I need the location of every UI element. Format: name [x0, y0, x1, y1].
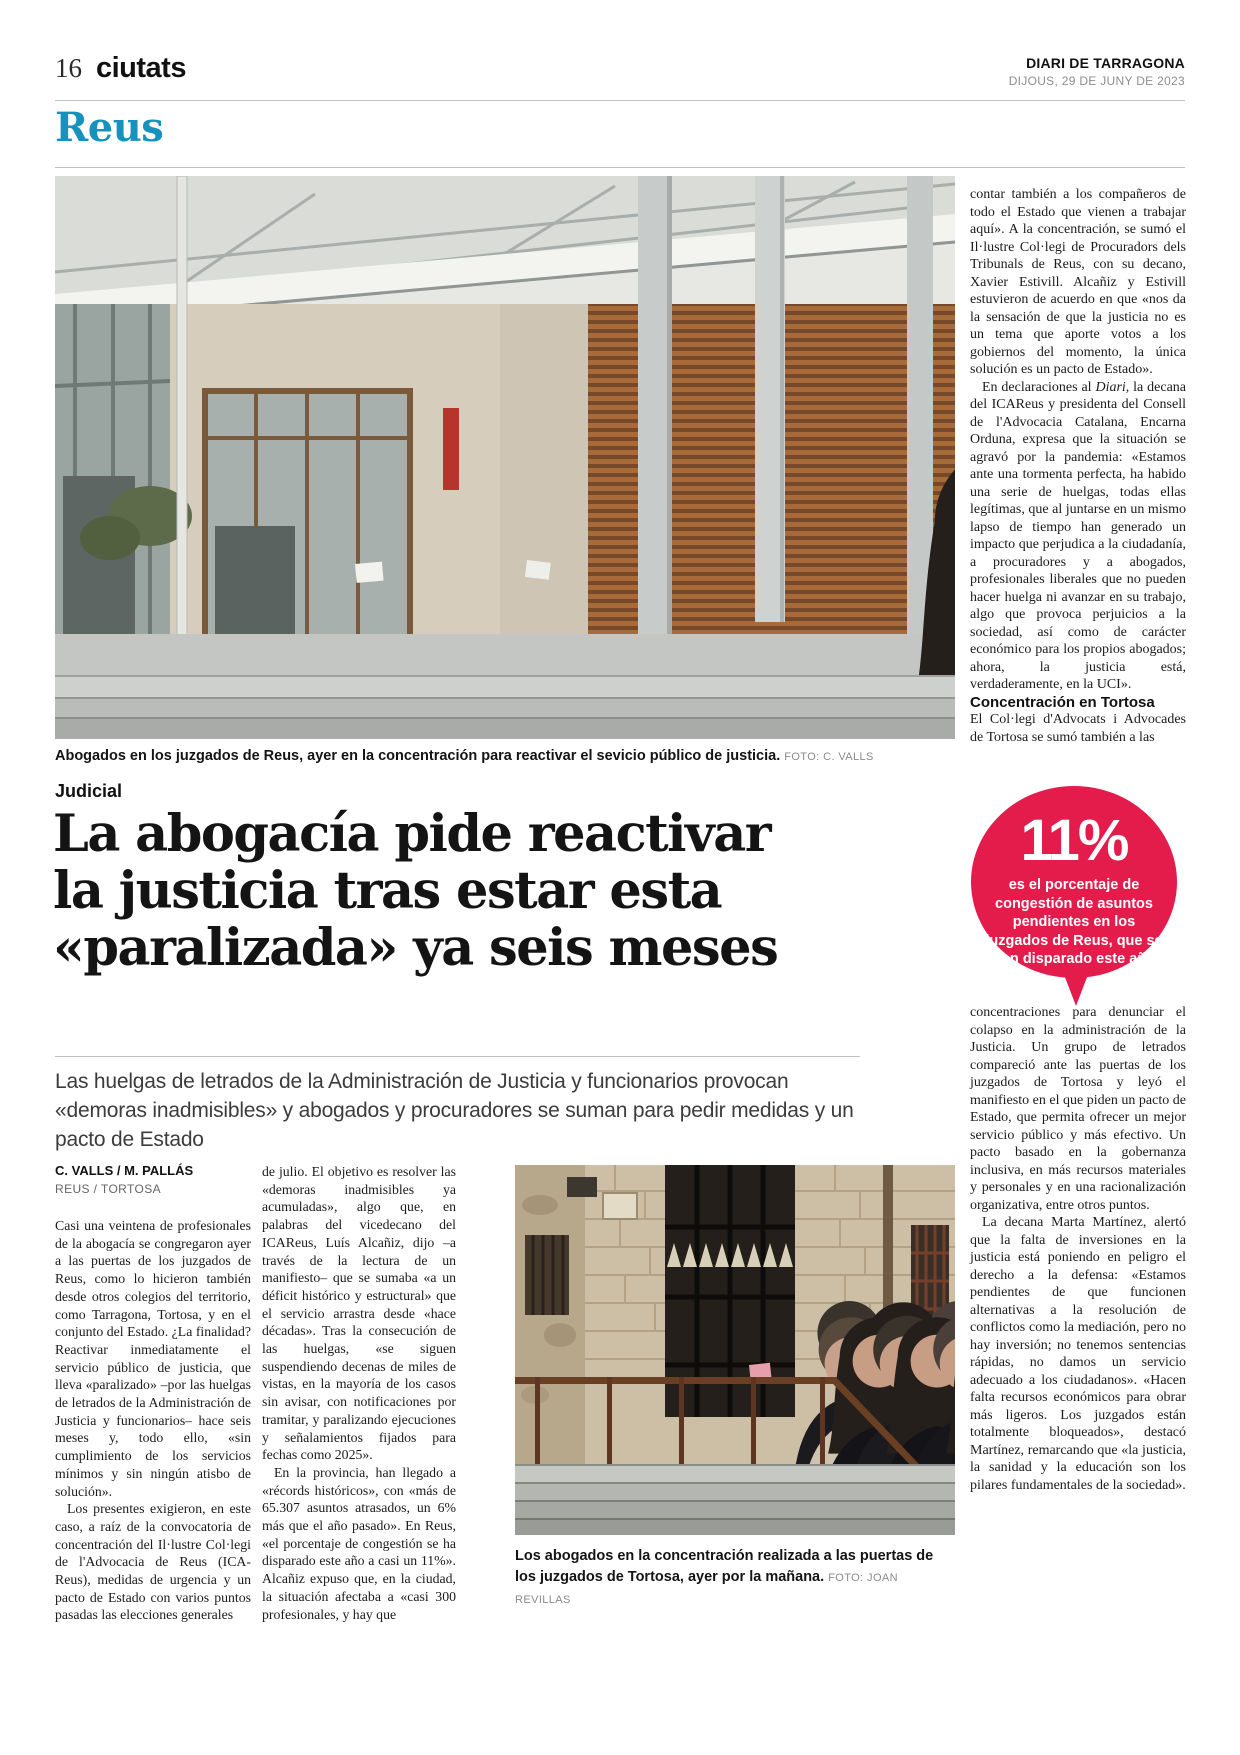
kicker: Judicial — [55, 781, 123, 801]
byline-block — [55, 1163, 193, 1196]
right-column — [970, 186, 1186, 1494]
header-rule — [55, 100, 1185, 101]
headline — [53, 806, 883, 977]
tortosa-photo-illustration — [515, 1165, 955, 1535]
photo2-credit: FOTO: JOAN REVILLAS — [515, 1572, 898, 1606]
body-paragraph: En la provincia, han llegado a «récords históricos», con «más de 65.307 asuntos atrasados, un 6% más que el año pasado». En Reus, «el porcentaje de congestión se ha disparado este año a casi un 11%». Alcañiz expuso que, en la ciudad, la situación afectaba a «casi 300 profesionales, y hay que — [262, 1464, 456, 1622]
photo2-caption-text: Los abogados en la concentración realizada a las puertas de los juzgados de Tortosa, ayer por la mañana. — [515, 1548, 934, 1585]
stat-badge-circle — [971, 786, 1177, 978]
masthead: DIARI DE TARRAGONA — [1026, 55, 1185, 71]
photo1-credit: FOTO: C. VALLS — [784, 751, 874, 763]
tortosa-protest-photo — [515, 1165, 955, 1535]
paragraph-fragment: , la decana del ICAReus y presidenta del Consell de l'Advocacia Catalana, Encarna Orduna, expresa que la situación se agravó por la pandemia: «Estamos ante una tormenta perfecta, ha habido una serie de huelgas, todas ellas legítimas, que al juntarse en un mismo lapso de tiempo han generado un impacto que perjudica a la ciudadanía, a procuradores y a abogados, profesionales liberales que no pueden hacer huelga ni avanzar en su trabajo, algo que provoca perjuicios a la sociedad, así como de carácter económico para los propios abogados; ahora, la justicia está, verdaderamente, en la UCI». — [970, 379, 1186, 692]
stat-badge-tail — [1063, 972, 1089, 1006]
publication-name: Diari — [1095, 379, 1126, 395]
stat-description: es el porcentaje de congestión de asuntos pendientes en los juzgados de Reus, que se han disparado este año — [985, 877, 1163, 967]
standfirst-rule — [55, 1056, 860, 1057]
headline-line-1: La abogacía pide reactivar — [53, 804, 771, 864]
body-paragraph: concentraciones para denunciar el colapso en la administración de la Justicia. Un grupo de letrados compareció ante las puertas de los juzgados de Tortosa y leyó el manifiesto en el que piden un pacto de Estado, que permita ofrecer un mejor servicio público y más efectivo. Un pacto basado en la gobernanza inclusiva, en más recursos materiales y personales y en una racionalización organizativa, entre otros puntos. — [970, 1005, 1186, 1213]
edition-date: DIJOUS, 29 DE JUNY DE 2023 — [1008, 74, 1185, 88]
section-rule — [55, 167, 1185, 168]
photo1-caption-text: Abogados en los juzgados de Reus, ayer en la concentración para reactivar el sevicio público de justicia. — [55, 748, 781, 764]
standfirst: Las huelgas de letrados de la Administración de Justicia y funcionarios provocan «demoras inadmisibles» y abogados y procuradores se suman para pedir medidas y un pacto de Estado — [55, 1070, 854, 1151]
stat-badge — [971, 786, 1177, 978]
body-paragraph — [970, 379, 1186, 694]
reus-protest-photo — [55, 176, 955, 739]
body-column-1 — [55, 1217, 251, 1624]
body-paragraph: La decana Marta Martínez, alertó que la falta de inversiones en la justicia está poniendo en peligro el derecho a la defensa: «Estamos pendientes de que funcionen alternativas a la resolución de conflictos como la mediación, pero no hay inversión; no tenemos sentencias rápidas, no damos un servicio adecuado a los ciudadanos». «Hacen falta recursos económicos para obrar más ligeros. Los juzgados están totalmente bloqueados», destacó Martínez, remarcando que «la justicia, la sanidad y la educación son los pilares fundamentales de la sociedad». — [970, 1215, 1186, 1493]
headline-line-2: la justicia tras estar esta — [53, 861, 722, 921]
page-number: 16 — [55, 53, 82, 83]
photo1-caption — [55, 746, 955, 767]
column-subhead: Concentración en Tortosa — [970, 693, 1155, 711]
body-paragraph: El Col·legi d'Advocats i Advocades de Tortosa se sumó también a las — [970, 712, 1186, 745]
reus-photo-illustration — [55, 176, 955, 739]
photo2-caption — [515, 1546, 955, 1611]
local-section-label: Reus — [55, 104, 164, 151]
body-column-2 — [262, 1163, 456, 1623]
section-name: ciutats — [96, 52, 186, 84]
headline-line-3: «paralizada» ya seis meses — [53, 918, 778, 978]
stat-value: 11% — [1020, 808, 1128, 873]
page-header — [55, 52, 186, 85]
body-paragraph: contar también a los compañeros de todo el Estado que vienen a trabajar aquí». A la concentración, se sumó el Il·lustre Col·legi de Procuradors dels Tribunals de Reus, con su decano, Xavier Estivill. Alcañiz y Estivill estuvieron de acuerdo en que «nos da la sensación de que la justicia no es un tema que aporte votos a los gobiernos del momento, la única solución es un pacto de Estado». — [970, 187, 1186, 377]
dateline: REUS / TORTOSA — [55, 1182, 162, 1196]
body-paragraph: Los presentes exigieron, en este caso, a raíz de la convocatoria de concentración del Il·lustre Col·legi de l'Advocacia de Reus (ICA-Reus), medidas de urgencia y un pacto de Estado con varios puntos pasadas las elecciones generales — [55, 1501, 251, 1623]
byline: C. VALLS / M. PALLÁS — [55, 1163, 194, 1178]
paragraph-fragment: En declaraciones al — [982, 379, 1096, 395]
body-paragraph: Casi una veintena de profesionales de la abogacía se congregaron ayer a las puertas de los juzgados de Reus, como lo hicieron también desde otros colegios del territorio, como Tarragona, Tortosa, y en el conjunto del Estado. ¿La finalidad? Reactivar inmediatamente el servicio público de justicia, que lleva «paralizado» –por las huelgas de letrados de la Administración de Justicia y funcionarios– hace seis meses y, todo ello, «sin cumplimiento de los servicios mínimos y sin ningún atisbo de solución». — [55, 1218, 251, 1499]
masthead-block — [1009, 55, 1185, 88]
body-paragraph: de julio. El objetivo es resolver las «demoras inadmisibles ya acumuladas», algo que, en palabras del vicedecano del ICAReus, Luís Alcañiz, dijo –a través de la lectura de un manifiesto– que se sumaba «a un déficit histórico y estructural» que el servicio arrastra desde «hace décadas». Tras la consecución de las huelgas, «se siguen suspendiendo decenas de miles de vistas, en la mayoría de los casos sin avisar, con notificaciones por tramitar, y paralizando ejecuciones y señalamientos fijados para fechas como 2025». — [262, 1164, 456, 1463]
